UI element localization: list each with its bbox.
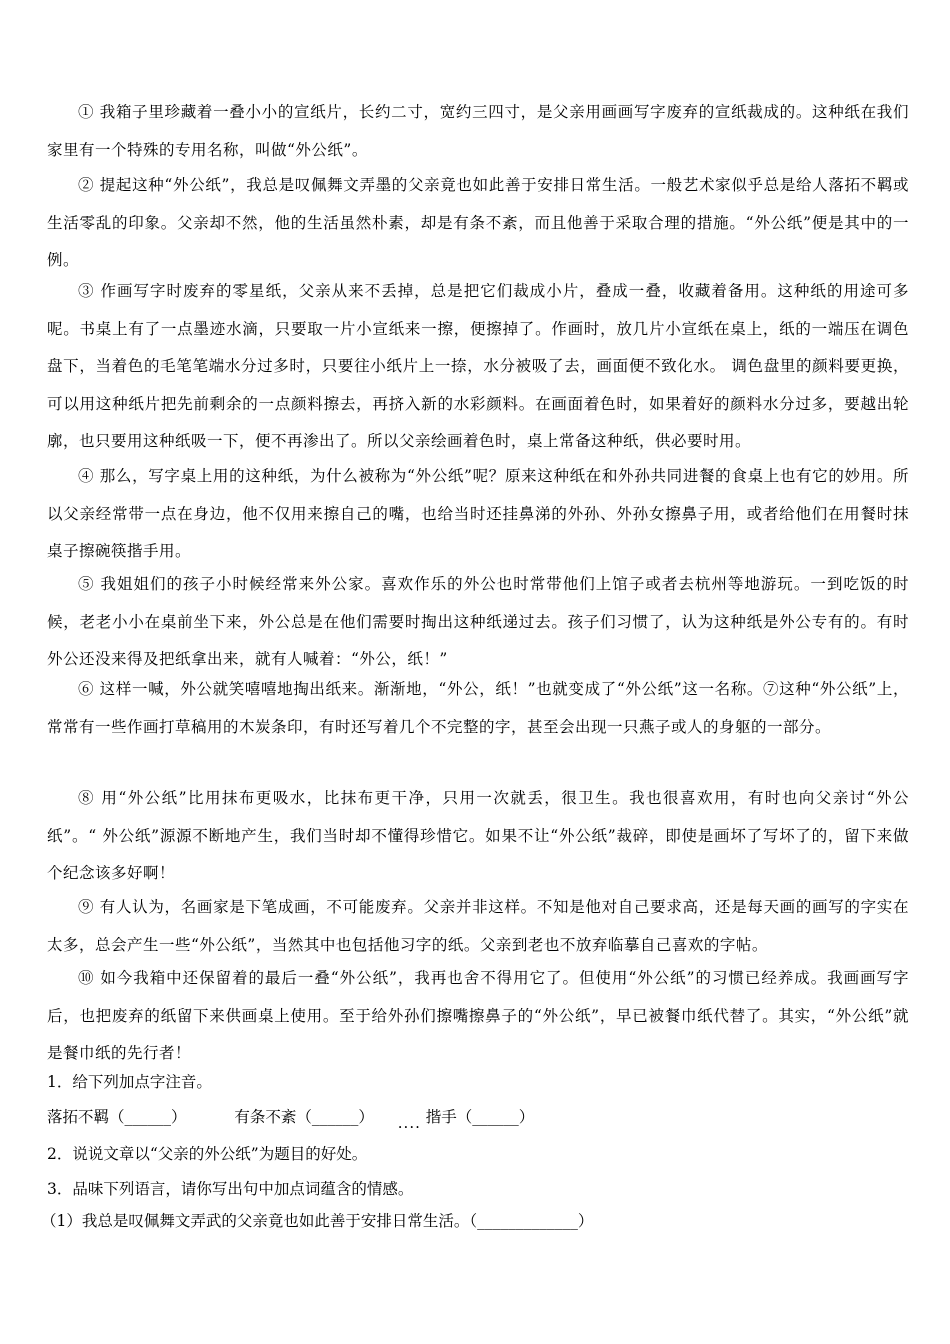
paragraph-8: ⑧ 用“外公纸”比用抹布更吸水，比抹布更干净，只用一次就丢，很卫生。我也很喜欢用，有时也向父亲讨“外公纸”。“ 外公纸”源源不断地产生，我们当时却不懂得珍惜它。如果不让“外公纸”裁碎，即使是画坏了写坏了的，留下来做个纪念该多好啊！: [47, 789, 909, 882]
pinyin-item-3: 揩手（______）: [425, 1108, 535, 1126]
paragraph-3: ③ 作画写字时废弃的零星纸，父亲从来不丢掉，总是把它们裁成小片，叠成一叠，收藏着备用。这种纸的用途可多呢。书桌上有了一点墨迹水滴，只要取一片小宣纸来一擦，便擦掉了。作画时，放几片小宣纸在桌上，纸的一端压在调色盘下，当着色的毛笔笔端水分过多时，只要往小纸片上一捺，水分被吸了去，画面便不致化水。 调色盘里的颜料要更换，可以用这种纸片把先前剩余的一点颜料擦去，再挤入新的水彩颜料。在画面着色时，如果着好的颜料水分过多，要越出轮廓，也只要用这种纸吸一下，便不再渗出了。所以父亲绘画着色时，桌上常备这种纸，供必要时用。: [47, 282, 909, 450]
pinyin-item-2: 有条不紊（______）: [234, 1108, 374, 1126]
question-1-items: [47, 1103, 534, 1131]
paragraph-4: ④ 那么，写字桌上用的这种纸，为什么被称为“外公纸”呢？原来这种纸在和外孙共同进餐的食桌上也有它的妙用。所以父亲经常带一点在身边，他不仅用来擦自己的嘴，也给当时还挂鼻涕的外孙、外孙女擦鼻子用，或者给他们在用餐时抹桌子擦碗筷揩手用。: [47, 467, 909, 560]
paragraph-1: ① 我箱子里珍藏着一叠小小的宣纸片，长约二寸，宽约三四寸，是父亲用画画写字废弃的宣纸裁成的。这种纸在我们家里有一个特殊的专用名称，叫做“外公纸”。: [47, 103, 909, 159]
paragraph-10: ⑩ 如今我箱中还保留着的最后一叠“外公纸”，我再也舍不得用它了。但使用“外公纸”的习惯已经养成。我画画写字后，也把废弃的纸留下来供画桌上使用。至于给外孙们擦嘴擦鼻子的“外公纸”，早已被餐巾纸代替了。其实，“外公纸”就是餐巾纸的先行者！: [47, 969, 909, 1062]
pinyin-item-1: 落拓不羁（______）: [47, 1108, 187, 1126]
paragraph-5: ⑤ 我姐姐们的孩子小时候经常来外公家。喜欢作乐的外公也时常带他们上馆子或者去杭州等地游玩。一到吃饭的时候，老老小小在桌前坐下来，外公总是在他们需要时掏出这种纸递过去。孩子们习惯了，认为这种纸是外公专有的。有时外公还没来得及把纸拿出来，就有人喊着：“外公，纸！”: [47, 575, 909, 668]
paragraph-2: ② 提起这种“外公纸”，我总是叹佩舞文弄墨的父亲竟也如此善于安排日常生活。一般艺术家似乎总是给人落拓不羁或生活零乱的印象。父亲却不然，他的生活虽然朴素，却是有条不紊，而且他善于采取合理的措施。“外公纸”便是其中的一例。: [47, 176, 909, 269]
question-3-sub-1: （1）我总是叹佩舞文弄武的父亲竟也如此善于安排日常生活。（_____________）: [41, 1212, 594, 1230]
question-3: 3．品味下列语言，请你写出句中加点词蕴含的情感。: [47, 1180, 414, 1198]
question-1: 1．给下列加点字注音。: [47, 1073, 212, 1091]
paragraph-9: ⑨ 有人认为，名画家是下笔成画，不可能废弃。父亲并非这样。不知是他对自己要求高，还是每天画的画写的字实在太多，总会产生一些“外公纸”，当然其中也包括他习字的纸。父亲到老也不放弃临摹自己喜欢的字帖。: [47, 898, 909, 954]
emphasis-dots: ....: [397, 1114, 421, 1132]
paragraph-6: ⑥ 这样一喊，外公就笑嘻嘻地掏出纸来。渐渐地，“外公，纸！”也就变成了“外公纸”这一名称。⑦这种“外公纸”上，常常有一些作画打草稿用的木炭条印，有时还写着几个不完整的字，甚至会出现一只燕子或人的身躯的一部分。: [47, 680, 909, 736]
question-2: 2．说说文章以“父亲的外公纸”为题目的好处。: [47, 1145, 368, 1163]
